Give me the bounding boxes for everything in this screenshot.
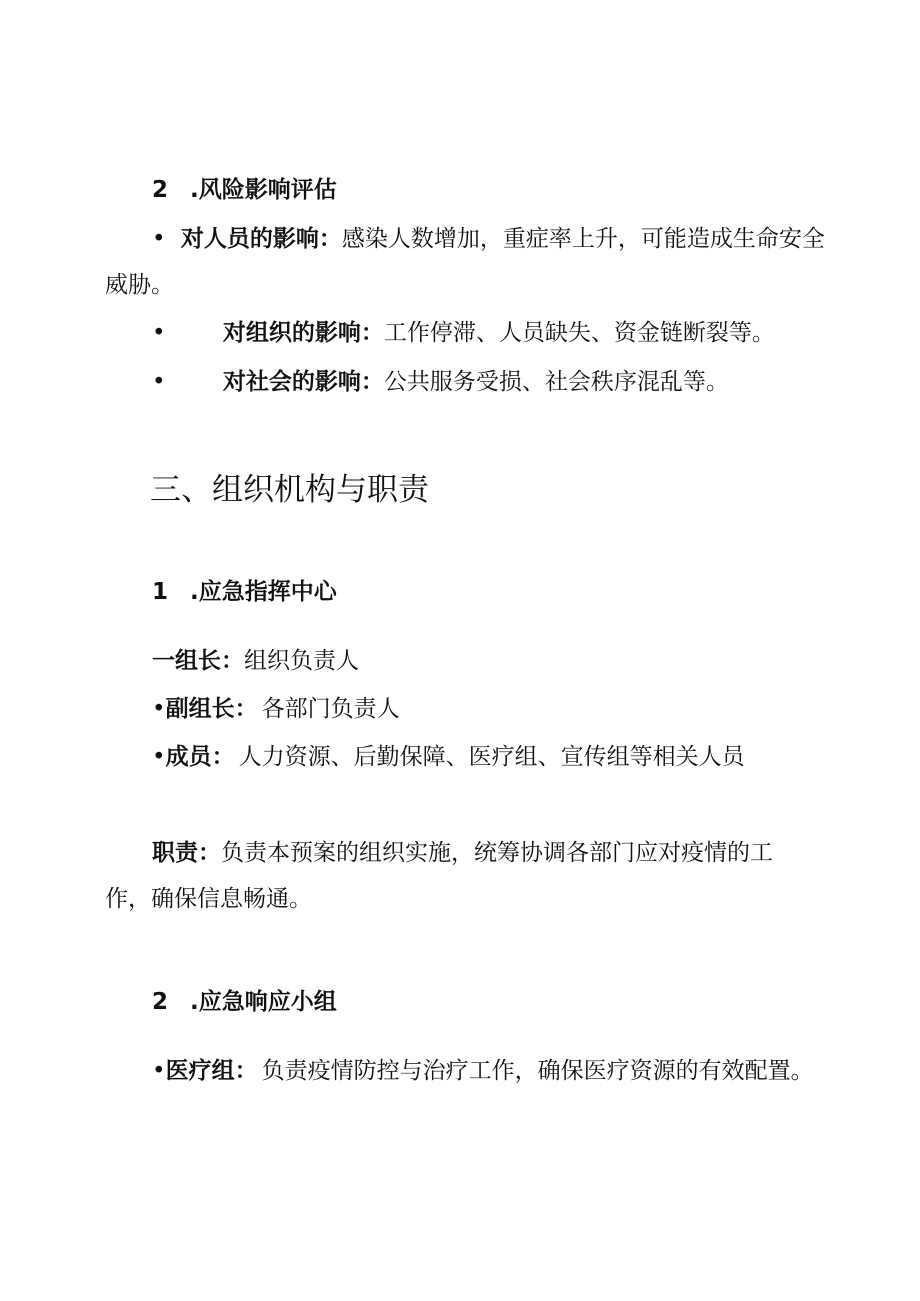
medical-group-line xyxy=(152,1056,814,1086)
heading-number: 2 xyxy=(152,177,169,203)
item-label: 一组长： xyxy=(152,648,244,674)
item-text: 组织负责人 xyxy=(244,648,359,674)
list-item-personnel-impact xyxy=(152,224,825,254)
item-label: 职责： xyxy=(152,840,221,866)
members-line xyxy=(152,742,745,772)
deputy-leader-line xyxy=(152,694,400,724)
item-text: 负责疫情防控与治疗工作，确保医疗资源的有效配置。 xyxy=(261,1058,814,1084)
subsection-heading-response-team xyxy=(152,987,337,1017)
section-title: 三、组织机构与职责 xyxy=(150,472,429,508)
bullet: • xyxy=(152,744,166,770)
heading-text: .应急响应小组 xyxy=(190,989,337,1015)
bullet: • xyxy=(152,226,166,252)
bullet: • xyxy=(152,1058,166,1084)
item-label: 对社会的影响： xyxy=(222,369,384,395)
heading-number: 2 xyxy=(152,989,169,1015)
item-label: 对组织的影响： xyxy=(222,320,384,346)
duty-paragraph xyxy=(152,838,773,868)
section-heading-risk-impact xyxy=(152,175,337,205)
item-continuation: 威胁。 xyxy=(105,272,174,298)
item-label: 副组长： xyxy=(165,696,258,722)
heading-text: .应急指挥中心 xyxy=(190,579,337,605)
bullet: • xyxy=(152,320,166,346)
subsection-heading-command-center xyxy=(152,577,337,607)
heading-number: 1 xyxy=(152,579,169,605)
list-item-society-impact xyxy=(152,367,729,397)
item-text: 负责本预案的组织实施，统筹协调各部门应对疫情的工 xyxy=(221,840,773,866)
item-label: 对人员的影响： xyxy=(180,226,342,252)
item-label: 医疗组： xyxy=(165,1058,258,1084)
heading-text: .风险影响评估 xyxy=(190,177,337,203)
item-label: 成员： xyxy=(165,744,235,770)
item-text: 公共服务受损、社会秩序混乱等。 xyxy=(383,369,729,395)
duty-continuation: 作，确保信息畅通。 xyxy=(105,886,312,912)
item-text: 人力资源、后勤保障、医疗组、宣传组等相关人员 xyxy=(238,744,745,770)
list-item-organization-impact xyxy=(152,318,775,348)
item-text: 工作停滞、人员缺失、资金链断裂等。 xyxy=(383,320,775,346)
leader-line xyxy=(152,646,359,676)
bullet: • xyxy=(152,696,166,722)
item-text: 感染人数增加，重症率上升，可能造成生命安全 xyxy=(341,226,825,252)
item-text: 各部门负责人 xyxy=(261,696,400,722)
bullet: • xyxy=(152,369,166,395)
